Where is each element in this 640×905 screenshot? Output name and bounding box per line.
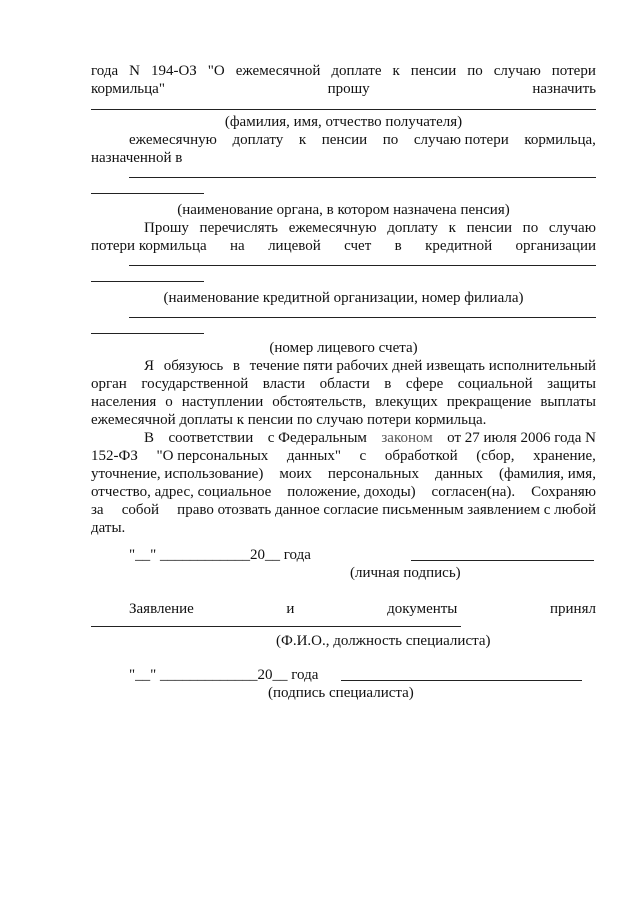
word: течение пяти рабочих дней извещать исполнительный	[249, 358, 596, 374]
word: персональных	[327, 466, 419, 482]
word: принял	[550, 601, 596, 617]
word: от 27 июля 2006 года N	[447, 430, 596, 446]
word: кормильца"	[91, 81, 165, 97]
word: случаю потери	[413, 132, 509, 148]
para1-line-2	[91, 375, 596, 393]
blank-credit-org-1[interactable]	[129, 265, 596, 266]
para2-line-4	[91, 483, 596, 501]
word: "О	[207, 63, 225, 79]
word: право отозвать данное согласие письменным заявлением с любой	[177, 502, 596, 518]
blank-specialist-name[interactable]	[91, 626, 461, 627]
word: собой	[121, 502, 160, 518]
word: доплату	[387, 220, 438, 236]
word: доплату	[232, 132, 284, 148]
caption-pension-authority: (наименование органа, в котором назначена пенсия)	[177, 202, 510, 218]
word: и	[286, 601, 295, 617]
word: Я	[144, 358, 155, 374]
blank-account-number-1[interactable]	[129, 317, 596, 318]
law-link[interactable]: законом	[381, 430, 433, 446]
word: назначить	[532, 81, 596, 97]
word: влекущих	[375, 394, 438, 410]
word: власти	[262, 376, 306, 392]
word: данных"	[286, 448, 341, 464]
caption-credit-org: (наименование кредитной организации, номер филиала)	[163, 290, 524, 306]
word: выплаты	[540, 394, 596, 410]
doc-line-1	[91, 62, 596, 80]
para2-line-3	[91, 465, 596, 483]
word: обработкой	[384, 448, 458, 464]
word: в	[232, 358, 240, 374]
word: населения	[91, 394, 157, 410]
word: обязуюсь	[163, 358, 224, 374]
word: потери кормильца	[91, 238, 207, 254]
blank-applicant-signature[interactable]	[411, 560, 594, 561]
para1-line-4: ежемесячной доплаты к пенсии по случаю потери кормильца.	[91, 412, 487, 428]
word: социальной	[457, 376, 533, 392]
word: защиты	[547, 376, 596, 392]
word: кормильца,	[524, 132, 596, 148]
caption-recipient-name: (фамилия, имя, отчество получателя)	[224, 114, 463, 130]
para1-line-1	[144, 357, 596, 375]
blank-pension-authority-2[interactable]	[91, 193, 204, 194]
word: В	[144, 430, 155, 446]
word: по	[467, 63, 483, 79]
caption-applicant-signature: (личная подпись)	[350, 565, 461, 581]
blank-pension-authority-1[interactable]	[129, 177, 596, 178]
blank-credit-org-2[interactable]	[91, 281, 204, 282]
para1-line-3	[91, 393, 596, 411]
applicant-date[interactable]: "__" ____________20__ года	[129, 547, 311, 563]
doc-line-4	[129, 131, 596, 149]
word: лицевой	[268, 238, 321, 254]
word: пенсии	[321, 132, 368, 148]
word: положение, доходы)	[287, 484, 416, 500]
word: ежемесячной	[235, 63, 321, 79]
para2-line-1	[144, 429, 596, 447]
word: (фамилия, имя,	[498, 466, 596, 482]
word: на	[230, 238, 245, 254]
word: пенсии	[466, 220, 513, 236]
doc-line-5: назначенной в	[91, 150, 183, 166]
doc-line-7	[144, 219, 596, 237]
word: по	[382, 132, 399, 148]
word: области	[319, 376, 370, 392]
word: о	[165, 394, 173, 410]
blank-account-number-2[interactable]	[91, 333, 204, 334]
word: прекращение	[446, 394, 532, 410]
word: Заявление	[129, 601, 194, 617]
blank-specialist-signature[interactable]	[341, 680, 582, 681]
word: к	[448, 220, 456, 236]
word: случаю	[493, 63, 541, 79]
word: в	[384, 376, 392, 392]
word: по	[522, 220, 539, 236]
caption-specialist-signature: (подпись специалиста)	[268, 685, 414, 701]
word: 194-ОЗ	[150, 63, 197, 79]
doc-line-8	[91, 237, 596, 255]
word: ежемесячную	[288, 220, 377, 236]
word: доплате	[331, 63, 382, 79]
word: согласен(на).	[431, 484, 516, 500]
word: наступлении	[181, 394, 264, 410]
word: к	[298, 132, 307, 148]
accepted-line	[129, 600, 596, 618]
word: отчество, адрес, социальное	[91, 484, 272, 500]
word: года	[91, 63, 119, 79]
word: потери	[551, 63, 596, 79]
para2-line-2	[91, 447, 596, 465]
word: Сохраняю	[531, 484, 596, 500]
word: орган	[91, 376, 127, 392]
word: соответствии	[168, 430, 254, 446]
word: государственной	[141, 376, 249, 392]
word: счет	[344, 238, 372, 254]
word: пенсии	[410, 63, 457, 79]
word: в	[394, 238, 402, 254]
word: прошу	[327, 81, 370, 97]
word: хранение,	[533, 448, 596, 464]
caption-specialist-name: (Ф.И.О., должность специалиста)	[276, 633, 491, 649]
word: 152-ФЗ	[91, 448, 138, 464]
word: "О персональных	[156, 448, 269, 464]
word: организации	[515, 238, 596, 254]
word: (сбор,	[476, 448, 515, 464]
caption-account-number: (номер лицевого счета)	[269, 340, 418, 356]
word: моих	[279, 466, 312, 482]
word: N	[129, 63, 140, 79]
word: ежемесячную	[129, 132, 217, 148]
word: за	[91, 502, 104, 518]
word: перечислять	[199, 220, 279, 236]
word: обстоятельств,	[272, 394, 367, 410]
blank-recipient-name[interactable]	[91, 109, 596, 110]
word: уточнение, использование)	[91, 466, 264, 482]
word: кредитной	[425, 238, 493, 254]
word: с Федеральным	[267, 430, 367, 446]
para2-line-5	[91, 501, 596, 519]
word: Прошу	[144, 220, 189, 236]
specialist-date[interactable]: "__" _____________20__ года	[129, 667, 319, 683]
word: документы	[387, 601, 458, 617]
word: данных	[435, 466, 483, 482]
doc-line-2	[91, 80, 596, 98]
word: к	[392, 63, 400, 79]
word: с	[359, 448, 367, 464]
word: случаю	[548, 220, 596, 236]
word: сфере	[405, 376, 444, 392]
para2-line-6: даты.	[91, 520, 126, 536]
